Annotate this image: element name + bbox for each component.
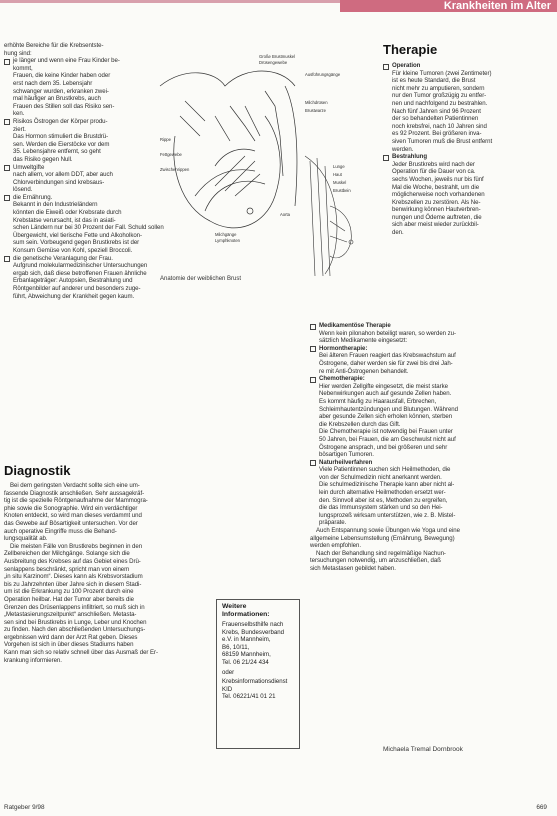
checkbox-icon — [383, 155, 389, 161]
therapie-list — [383, 62, 549, 237]
text-line: lungsprozeß wirksam unterstützen, wie z. B. Mistel- — [319, 511, 456, 519]
info-box-title: Weitere Informationen: — [222, 603, 270, 618]
label-druesengewebe: Drüsengewebe — [259, 60, 288, 65]
text-line: Östrogene ansprach, und bei größeren und sehr — [319, 443, 448, 451]
header-rule — [0, 0, 340, 3]
risk-item-text — [13, 164, 113, 194]
closing-paragraph — [310, 550, 550, 573]
label-muskel: Muskel — [333, 180, 347, 185]
text-line: die Ernährung. — [13, 193, 53, 201]
text-line: Jeder Brustkrebs wird nach der — [392, 160, 475, 168]
text-line: senlappens beschränkt, spricht man von einem — [4, 565, 130, 573]
diagnostik-paragraph — [4, 482, 209, 543]
label-zwischenrippen: Zwischenrippen — [160, 167, 190, 172]
info-address — [222, 621, 294, 667]
text-line: Aufgrund molekularmedizinischer Untersuchungen — [13, 262, 148, 270]
checkbox-icon — [310, 346, 316, 352]
text-line: Chemotherapie: — [319, 375, 365, 383]
risk-item-text — [13, 255, 147, 300]
text-line: zu finden. Nach den abschließenden Untersuchungs- — [4, 626, 146, 634]
text-line: Hormontherapie: — [319, 344, 368, 352]
text-line: mal häufiger an Brustkrebs, auch — [13, 95, 101, 103]
info-box — [216, 599, 300, 749]
risk-item-text — [13, 194, 164, 254]
text-line: krankung informieren. — [4, 656, 62, 664]
label-ausfuehrungsgaenge: Ausführungsgänge — [305, 72, 341, 77]
intro-column — [4, 42, 164, 300]
text-line: Nach fünf Jahren sind 96 Prozent — [392, 107, 481, 115]
text-line: möglicherweise noch vorhandenen — [392, 191, 485, 199]
text-line: phie sowie die Sonographie. Wird ein verdächtiger — [4, 504, 138, 512]
breast-anatomy-illustration — [155, 46, 355, 278]
text-line: ist es heute Standard, die Brust — [392, 77, 476, 85]
text-line: ergebnissen wird dann der Arzt Rat geben. Dieses — [4, 633, 138, 641]
text-line: Bei älteren Frauen reagiert das Krebswachstum auf — [319, 352, 456, 360]
text-line: Die Chemotherapie ist notwendig bei Frauen unter — [319, 428, 453, 436]
text-line: nungen und Ödeme auftreten, die — [392, 213, 482, 221]
text-line: nur den Tumor großzügig zu entfer- — [392, 92, 487, 100]
text-line: Wenn kein pilonahon beteiligt waren, so werden zu- — [319, 329, 456, 337]
text-line: werden. — [392, 145, 414, 153]
text-line: sen sind bei Brustkrebs in Lunge, Leber und Knochen — [4, 618, 147, 626]
text-line: Frauenselbsthilfe nach — [222, 621, 284, 628]
therapie-column-top — [383, 62, 549, 237]
author-byline: Michaela Tremal Dornbrook — [383, 746, 463, 753]
text-line: Erbanlageträger: Autopsien, Bestrahlung und — [13, 277, 133, 285]
label-fettgewebe: Fettgewebe — [160, 152, 182, 157]
text-line: „Metastasierungszeitpunkt“ anschließen. Metasta- — [4, 611, 137, 619]
intro-text — [4, 42, 154, 57]
text-line: noch krebsfrei, nach 10 Jahren sind — [392, 122, 487, 130]
text-line: tig ist die spezielle Röntgenaufnahme der Mammogra- — [4, 497, 148, 505]
text-line: Hier werden Zellgifte eingesetzt, die meist starke — [319, 382, 448, 390]
therapie-item — [383, 62, 549, 153]
risk-item — [4, 57, 154, 118]
text-line: präparate. — [319, 519, 347, 527]
footer-page-number: 669 — [536, 804, 547, 811]
diagnostik-body — [4, 482, 209, 664]
text-line: Kann man sich so relativ schnell über das Ausmaß der Er- — [4, 649, 159, 657]
text-line: Bei dem geringsten Verdacht sollte sich eine um- — [10, 482, 140, 489]
text-line: nach allem, vor allem DDT, aber auch — [13, 171, 113, 179]
text-line: „in situ Karzinom“. Dieses kann als Krebsvorstadium — [4, 573, 143, 581]
diagnostik-heading: Diagnostik — [4, 463, 71, 478]
page-header — [0, 0, 557, 12]
text-line: Nach der Behandlung sind regelmäßige Nachun- — [316, 549, 446, 557]
text-line: lein durch alternative Heilmethoden ersetzt wer- — [319, 489, 446, 497]
text-line: schen Ländern nur bei 30 Prozent der Fall. Schuld sollen — [13, 224, 164, 232]
text-line: könnten die Eiweiß oder Krebsrate durch — [13, 209, 122, 217]
text-line: erhöhte Bereiche für die Krebsentste- — [4, 42, 104, 49]
text-line: Operation — [392, 62, 421, 69]
text-line: Naturheilverfahren — [319, 458, 373, 466]
text-line: das Gewebe auf Bösartigkeit untersuchen. Vor der — [4, 519, 138, 527]
label-milchgaenge: Milchgänge — [215, 232, 237, 237]
text-line: re mit Anti-Östrogenen behandelt. — [319, 367, 409, 375]
text-line: werden empfohlen. — [310, 542, 361, 550]
text-line: Schleimhautentzündungen und Blutungen. Während — [319, 405, 458, 413]
text-line: oder — [222, 668, 235, 676]
text-line: die genetische Veranlagung der Frau. — [13, 254, 113, 262]
text-line: lungsqualität ab. — [4, 535, 48, 543]
text-line: Die schulmedizinische Therapie kann aber nicht al- — [319, 481, 455, 489]
label-brustbein: Brustbein — [333, 188, 351, 193]
text-line: ken. — [13, 110, 25, 118]
info-kid — [222, 678, 294, 701]
text-line: es 92 Prozent. Bei größeren inva- — [392, 130, 482, 138]
label-brustmuskel: Große Brustmuskel — [259, 54, 296, 59]
text-line: Vorgehen ist sich in über dieses Stadiums haben — [4, 641, 134, 649]
therapie-item-text — [319, 375, 458, 458]
diagnostik-paragraph — [4, 543, 209, 665]
info-or — [222, 669, 294, 677]
text-line: ziert. — [13, 125, 26, 133]
text-line: ergab sich, daß diese betroffenen Frauen ähnliche — [13, 269, 147, 277]
text-line: den. — [392, 229, 404, 237]
label-brustwarze: Brustwarze — [305, 108, 326, 113]
text-line: Bekannt in den Industrieländern — [13, 201, 98, 209]
text-line: 35. Lebensjahre entfernt, so geht — [13, 148, 101, 156]
text-line: Krebstatse verursacht, ist das in asiati- — [13, 216, 116, 224]
therapie-item — [310, 322, 550, 345]
text-line: bis zu Jahrzehnten über Jahre sich in diesem Stadi- — [4, 580, 142, 588]
text-line: erst nach dem 35. Lebensjahr — [13, 79, 93, 87]
therapie-heading: Therapie — [383, 42, 438, 57]
text-line: Zellbereichen der Milchgänge. Solange sich die — [4, 550, 130, 558]
text-line: um ist die Erkrankung zu 100 Prozent durch eine — [4, 588, 134, 596]
checkbox-icon — [310, 460, 316, 466]
checkbox-icon — [383, 64, 389, 70]
label-milchdruesen: Milchdrüsen — [305, 100, 328, 105]
text-line: siven Tumoren muß die Brust entfernt — [392, 137, 493, 145]
text-line: Konsum Gemüse von Kohl, speziell Broccoli. — [13, 247, 133, 255]
text-line: Umweltgifte — [13, 163, 45, 171]
text-line: Operation heilbar. Hat der Tumor aber bereits die — [4, 595, 134, 603]
therapie-item — [310, 375, 550, 459]
text-line: der so behandelten Patientinnen — [392, 115, 479, 123]
footer-issue: Ratgeber 9/98 — [4, 804, 45, 811]
text-line: lösend. — [13, 186, 33, 194]
text-line: hung sind: — [4, 49, 32, 57]
text-line: aber gesunde Zellen sich erholen können, sterben — [319, 413, 453, 421]
checkbox-icon — [310, 377, 316, 383]
text-line: Östrogene, daher werden sie für zwei bis drei Jah- — [319, 359, 453, 367]
therapie-item-text — [319, 322, 456, 344]
therapie-item-text — [319, 345, 456, 375]
text-line: Operation für die Dauer von ca. — [392, 168, 476, 176]
text-line: sich Metastasen gebildet haben. — [310, 565, 396, 572]
label-lunge: Lunge — [333, 164, 345, 169]
therapie-list-2 — [310, 322, 550, 527]
checkbox-icon — [4, 119, 10, 125]
checkbox-icon — [4, 59, 10, 65]
text-line: B6, 10/11, — [222, 643, 250, 651]
therapie-item-text — [392, 62, 492, 153]
text-line: Mal die Woche, bestrahlt, um die — [392, 183, 480, 191]
checkbox-icon — [4, 165, 10, 171]
label-aorta: Aorta — [280, 212, 291, 217]
text-line: die das Immunsystem stärken und so den Hei- — [319, 504, 443, 512]
text-line: Es kommt häufig zu Haarausfall, Erbrechen, — [319, 397, 437, 405]
text-line: Für kleine Tumoren (zwei Zentimeter) — [392, 69, 492, 77]
therapie-column-bottom — [310, 322, 550, 573]
text-line: Ausbreitung des Krebses auf das Gebiet eines Drü- — [4, 557, 141, 565]
checkbox-icon — [4, 256, 10, 262]
text-line: tersuchungen notwendig, um anzuschließen, daß — [310, 557, 441, 565]
therapie-item — [310, 345, 550, 375]
text-line: Grenzen des Drüsenlappens infiltriert, so muß sich in — [4, 603, 145, 611]
text-line: Die meisten Fälle von Brustkrebs beginnen in den — [10, 542, 143, 550]
label-rippe: Rippe — [160, 137, 171, 142]
text-line: nicht mehr zu amputieren, sondern — [392, 84, 485, 92]
risk-item — [4, 164, 154, 194]
text-line: Knoten entdeckt, so wird man dieses verdammt und — [4, 512, 142, 520]
therapie-item-text — [319, 459, 455, 527]
label-lymphknoten: Lymphknoten — [215, 238, 240, 243]
text-line: von der Schulmedizin nicht anerkannt werden. — [319, 473, 442, 481]
text-line: das Risiko gegen Null. — [13, 155, 73, 163]
label-haut: Haut — [333, 172, 342, 177]
closing-paragraph — [310, 527, 550, 550]
text-line: nen und nachfolgend zu bestrahlen. — [392, 99, 488, 107]
text-line: Krebszellen zu zerstören. Als Ne- — [392, 198, 481, 206]
text-line: bösartigen Tumoren. — [319, 451, 374, 459]
text-line: Krebsinformationsdienst — [222, 678, 288, 686]
text-line: Auch Entspannung sowie Übungen wie Yoga und eine — [316, 527, 460, 535]
risk-item — [4, 118, 154, 164]
text-line: führt, Abweichung der Krankheit gegen kaum. — [13, 292, 135, 300]
risk-item-text — [13, 118, 109, 163]
text-line: benwirkung können Hautverbren- — [392, 206, 481, 214]
checkbox-icon — [4, 195, 10, 201]
text-line: auch operative Eingriffe muss die Behand- — [4, 527, 117, 535]
text-line: schwanger wurden, erkranken zwei- — [13, 87, 109, 95]
text-line: sechs Wochen, jeweils nur bis fünf — [392, 175, 484, 183]
text-line: den. Sinnvoll aber ist es, Methoden zu ergreifen, — [319, 496, 448, 504]
therapie-item-text — [392, 153, 485, 236]
text-line: Tel. 06221/41 01 21 — [222, 693, 276, 701]
text-line: 50 Jahren, bei Frauen, die am Geschwulst nicht auf — [319, 435, 456, 443]
text-line: e.V. in Mannheim, — [222, 636, 271, 644]
text-line: sätzlich Medikamente eingesetzt: — [319, 337, 408, 345]
risk-item-text — [13, 57, 120, 117]
section-title: Krankheiten im Alter — [443, 0, 551, 12]
text-line: 68159 Mannheim, — [222, 651, 271, 659]
text-line: Röntgenbilder auf anderer und besonders zuge- — [13, 285, 141, 292]
text-line: die Krebszellen durch das Gift. — [319, 420, 401, 428]
text-line: Krebs, Bundesverband — [222, 628, 284, 636]
text-line: je länger und wenn eine Frau Kinder be- — [13, 57, 120, 65]
text-line: Nebenwirkungen auch auf gesunde Zellen haben. — [319, 390, 452, 398]
text-line: Tel. 06 21/24 434 — [222, 658, 269, 666]
text-line: Viele Patientinnen suchen sich Heilmethoden, die — [319, 466, 451, 474]
text-line: kommt, — [13, 64, 33, 72]
therapie-item — [310, 459, 550, 527]
text-line: sich aber meist wieder zurückbil- — [392, 221, 479, 229]
illustration-caption: Anatomie der weiblichen Brust — [160, 276, 242, 282]
text-line: Medikamentöse Therapie — [319, 322, 391, 329]
text-line: Das Hormon stimuliert die Brustdrü- — [13, 133, 109, 141]
text-line: sen. Werden die Eierstöcke vor dem — [13, 140, 110, 148]
text-line: Übergewicht, viel tierische Fette und Alkoholkon- — [13, 231, 142, 239]
checkbox-icon — [310, 324, 316, 330]
text-line: Risikos Östrogen der Körper produ- — [13, 117, 108, 125]
risk-factor-list — [4, 57, 164, 300]
header-bar — [340, 0, 557, 12]
text-line: Frauen, die keine Kinder haben oder — [13, 72, 111, 80]
text-line: sum sein. Vorbeugend gegen Brustkrebs ist der — [13, 239, 140, 247]
therapie-item — [383, 153, 549, 237]
text-line: allgemeine Lebensumstellung (Ernährung, Bewegung) — [310, 534, 455, 542]
text-line: Frauen des Stillen soll das Risiko sen- — [13, 102, 115, 110]
text-line: fassende Diagnostik anschließen. Sehr aussagekräf- — [4, 489, 145, 497]
text-line: KID — [222, 685, 233, 693]
text-line: Chlorverbindungen sind krebsaus- — [13, 178, 105, 186]
text-line: Bestrahlung — [392, 153, 428, 161]
